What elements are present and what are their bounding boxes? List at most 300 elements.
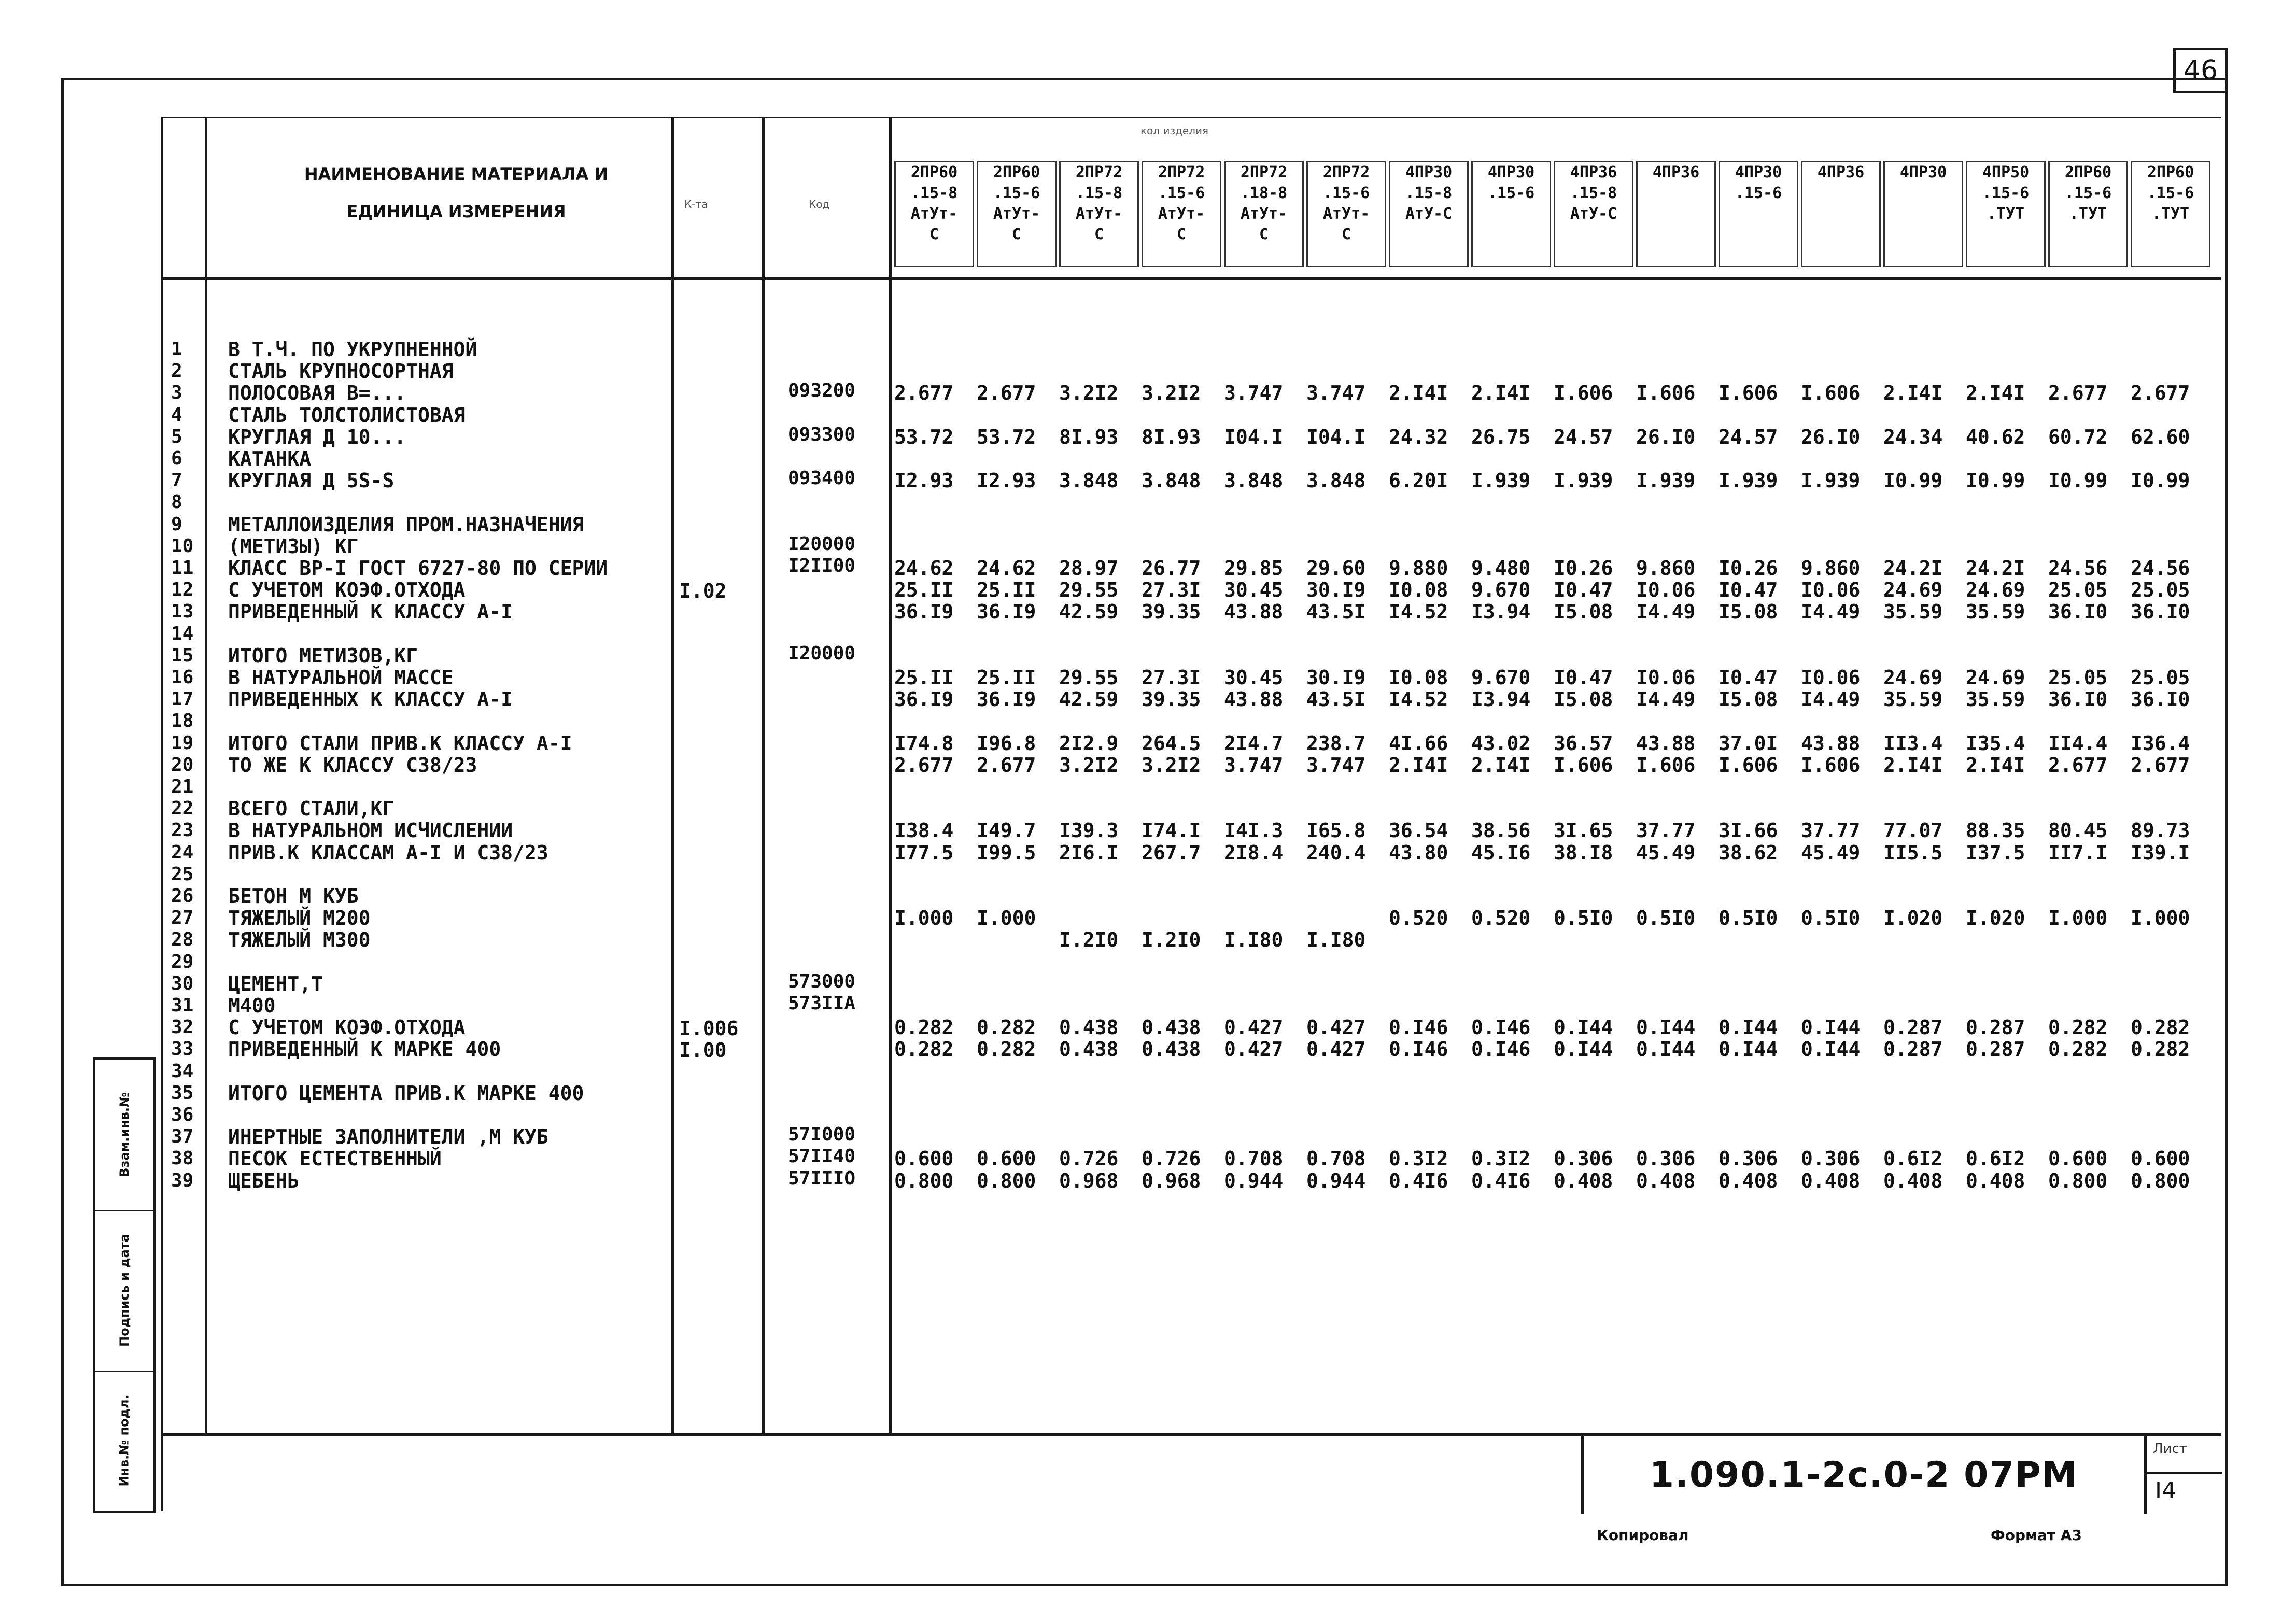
row-name: ЩЕБЕНЬ [228,1169,300,1192]
row-number: 16 [171,667,194,688]
value-cell: 36.I9 [894,600,954,624]
row-name: (МЕТИЗЫ) КГ [228,534,359,558]
row-number: 12 [171,579,194,601]
row-number: 38 [171,1148,194,1169]
value-cell: 77.07 [1883,819,1943,842]
col-divider-rownum [205,117,207,1436]
value-cell: 42.59 [1059,688,1119,711]
material-code: 573IIA [788,993,856,1014]
row-name: ИТОГО СТАЛИ ПРИВ.К КЛАССУ А-I [228,731,572,755]
value-cell: I04.I [1224,425,1284,448]
value-cell: 0.287 [1966,1016,2025,1039]
value-cell: 3.747 [1306,382,1366,405]
row-name: ТЯЖЕЛЫЙ М300 [228,928,371,952]
value-cell: I.939 [1554,469,1613,492]
header-top-rule [161,117,2221,118]
value-cell: I49.7 [977,819,1036,842]
value-cell: 3.848 [1306,469,1366,492]
sheet-label: Лист [2153,1441,2187,1457]
value-cell: I0.06 [1801,579,1861,602]
row-number: 2 [171,360,182,382]
value-cell: I.I80 [1224,928,1284,952]
value-cell: 6.20I [1389,469,1448,492]
value-cell: I.2I0 [1059,928,1119,952]
value-cell: 2.I4I [1389,382,1448,405]
row-name: В Т.Ч. ПО УКРУПНЕННОЙ [228,338,477,361]
column-header: 2ПР60 .15-6 .ТУТ [2048,161,2128,267]
row-name: ПЕСОК ЕСТЕСТВЕННЫЙ [228,1147,442,1170]
value-cell: I0.26 [1554,557,1613,580]
row-name: ВСЕГО СТАЛИ,КГ [228,797,395,821]
value-cell: 24.34 [1883,425,1943,448]
value-cell: 60.72 [2048,425,2108,448]
value-cell: I.939 [1719,469,1778,492]
value-cell: 29.85 [1224,557,1284,580]
value-cell: 2.I4I [1471,753,1531,777]
value-cell: 43.80 [1389,841,1448,864]
row-number: 4 [171,404,182,426]
value-cell: 8I.93 [1142,425,1201,448]
value-cell: 35.59 [1966,688,2025,711]
value-cell: 0.I46 [1471,1016,1531,1039]
row-name: СТАЛЬ КРУПНОСОРТНАЯ [228,360,454,383]
value-cell: I.2I0 [1142,928,1201,952]
row-number: 23 [171,820,194,841]
value-cell: 24.2I [1883,557,1943,580]
value-cell: 24.62 [977,557,1036,580]
value-cell: I.I80 [1306,928,1366,952]
row-number: 35 [171,1082,194,1104]
row-number: 7 [171,470,182,491]
value-cell: 3.2I2 [1059,382,1119,405]
value-cell: 62.60 [2131,425,2190,448]
row-name: КЛАСС ВР-I ГОСТ 6727-80 ПО СЕРИИ [228,557,608,580]
value-cell: 3.747 [1306,753,1366,777]
value-cell: 36.I9 [977,688,1036,711]
material-code: 093300 [788,424,856,445]
value-cell: 37.0I [1719,731,1778,755]
value-cell: II3.4 [1883,731,1943,755]
value-cell: 30.I9 [1306,579,1366,602]
value-cell: I.606 [1636,382,1696,405]
row-number: 19 [171,732,194,754]
value-cell: 43.88 [1224,688,1284,711]
row-name: ПРИВ.К КЛАССАМ А-I И С38/23 [228,841,548,864]
document-code: 1.090.1-2с.0-2 07РМ [1581,1436,2144,1514]
value-cell: 2I4.7 [1224,731,1284,755]
value-cell: I4.49 [1636,600,1696,624]
value-cell: 0.600 [2131,1147,2190,1170]
left-inner-rule [161,117,163,1511]
header-title-line1: НАИМЕНОВАНИЕ МАТЕРИАЛА И [304,164,609,184]
value-cell: 0.427 [1306,1038,1366,1061]
value-cell: II4.4 [2048,731,2108,755]
value-cell: 26.75 [1471,425,1531,448]
value-cell: I.939 [1471,469,1531,492]
value-cell: 26.I0 [1801,425,1861,448]
material-code: I20000 [788,533,856,555]
value-cell: I0.06 [1801,666,1861,689]
value-cell: I0.08 [1389,666,1448,689]
value-cell: 3.747 [1224,753,1284,777]
value-cell: I.606 [1554,382,1613,405]
value-cell: 3.2I2 [1142,382,1201,405]
value-cell: 0.708 [1306,1147,1366,1170]
value-cell: 9.670 [1471,579,1531,602]
row-number: 24 [171,841,194,863]
column-header: 4ПР30 .15-6 [1719,161,1798,267]
row-number: 25 [171,863,194,885]
value-cell: 36.I0 [2131,688,2190,711]
value-cell: I0.99 [1966,469,2025,492]
row-name: С УЧЕТОМ КОЭФ.ОТХОДА [228,1016,466,1039]
value-cell: 24.56 [2048,557,2108,580]
value-cell: 0.4I6 [1471,1169,1531,1192]
sheet-divider [2144,1472,2222,1474]
value-cell: 0.I44 [1554,1038,1613,1061]
value-cell: 0.I44 [1719,1038,1778,1061]
value-cell: I74.8 [894,731,954,755]
value-cell: I4.52 [1389,600,1448,624]
value-cell: 0.5I0 [1719,907,1778,930]
value-cell: 45.I6 [1471,841,1531,864]
value-cell: 53.72 [977,425,1036,448]
value-cell: 2.677 [894,753,954,777]
value-cell: 0.520 [1389,907,1448,930]
value-cell: 80.45 [2048,819,2108,842]
value-cell: 0.408 [1883,1169,1943,1192]
value-cell: I.606 [1719,753,1778,777]
value-cell: 24.69 [1966,666,2025,689]
row-name: КАТАНКА [228,447,312,470]
value-cell: 8I.93 [1059,425,1119,448]
value-cell: I0.47 [1719,666,1778,689]
value-cell: 0.3I2 [1389,1147,1448,1170]
value-cell: 0.438 [1142,1038,1201,1061]
value-cell: 3.747 [1224,382,1284,405]
value-cell: 43.5I [1306,688,1366,711]
value-cell: 0.427 [1224,1016,1284,1039]
sidebar-orig-inv: Инв.№ подл. [117,1394,132,1487]
value-cell: 2.677 [2048,382,2108,405]
koef-value: I.02 [679,580,727,603]
value-cell: 24.69 [1966,579,2025,602]
value-cell: 2.677 [2131,382,2190,405]
value-cell: 0.800 [977,1169,1036,1192]
row-name: М400 [228,994,276,1017]
row-name: ПОЛОСОВАЯ В=... [228,382,406,405]
value-cell: 2I2.9 [1059,731,1119,755]
value-cell: 264.5 [1142,731,1201,755]
value-cell: I77.5 [894,841,954,864]
value-cell: I.606 [1554,753,1613,777]
value-cell: 0.800 [2048,1169,2108,1192]
value-cell: I37.5 [1966,841,2025,864]
value-cell: 43.88 [1224,600,1284,624]
value-cell: 267.7 [1142,841,1201,864]
row-name: ИТОГО ЦЕМЕНТА ПРИВ.К МАРКЕ 400 [228,1081,584,1105]
row-number: 21 [171,776,194,797]
column-header: 4ПР36 [1801,161,1881,267]
value-cell: 24.69 [1883,579,1943,602]
header-title-line2: ЕДИНИЦА ИЗМЕРЕНИЯ [346,202,566,221]
value-cell: 2.I4I [1883,382,1943,405]
value-cell: I4.49 [1636,688,1696,711]
value-cell: I04.I [1306,425,1366,448]
value-cell: 39.35 [1142,688,1201,711]
value-cell: I2.93 [977,469,1036,492]
column-header: 4ПР36 [1636,161,1716,267]
material-code: 573000 [788,970,856,992]
column-header: 4ПР36 .15-8 АтУ-С [1554,161,1633,267]
value-cell: 0.800 [2131,1169,2190,1192]
value-cell: 28.97 [1059,557,1119,580]
value-cell: 0.4I6 [1389,1169,1448,1192]
value-cell: 0.I46 [1471,1038,1531,1061]
value-cell: II7.I [2048,841,2108,864]
value-cell: I38.4 [894,819,954,842]
row-name: ТЯЖЕЛЫЙ М200 [228,907,371,930]
value-cell: 0.520 [1471,907,1531,930]
column-header: 2ПР60 .15-8 АтУт- С [894,161,974,267]
value-cell: 3I.65 [1554,819,1613,842]
value-cell: 37.77 [1801,819,1861,842]
sidebar-replace-inv: Взам.инв.№ [95,1060,153,1211]
group-header: кол изделия [1140,124,1209,137]
value-cell: I39.I [2131,841,2190,864]
value-cell: 24.2I [1966,557,2025,580]
value-cell: 25.II [977,666,1036,689]
value-cell: I.000 [977,907,1036,930]
col-divider-name [671,117,674,1436]
material-code: I20000 [788,642,856,664]
value-cell: I.606 [1801,382,1861,405]
value-cell: 88.35 [1966,819,2025,842]
sheet-box [2144,1436,2224,1514]
row-number: 6 [171,448,182,469]
value-cell: 0.282 [894,1038,954,1061]
value-cell: 2.677 [977,753,1036,777]
sheet-number: I4 [2155,1477,2176,1504]
row-number: 20 [171,754,194,775]
koef-header: К-та [684,198,708,210]
row-name: ПРИВЕДЕННЫЙ К МАРКЕ 400 [228,1038,501,1061]
material-code: 093200 [788,380,856,402]
value-cell: 0.306 [1801,1147,1861,1170]
value-cell: 0.427 [1224,1038,1284,1061]
value-cell: 4I.66 [1389,731,1448,755]
row-name: ТО ЖЕ К КЛАССУ С38/23 [228,753,477,777]
value-cell: I96.8 [977,731,1036,755]
value-cell: 0.968 [1142,1169,1201,1192]
value-cell: 2.677 [977,382,1036,405]
code-header: Код [809,198,830,210]
value-cell: 0.287 [1883,1016,1943,1039]
value-cell: 9.880 [1389,557,1448,580]
approval-sidebar [93,1057,156,1513]
row-number: 37 [171,1126,194,1148]
value-cell: 0.I44 [1636,1016,1696,1039]
row-name: ИТОГО МЕТИЗОВ,КГ [228,644,418,667]
row-name: МЕТАЛЛОИЗДЕЛИЯ ПРОМ.НАЗНАЧЕНИЯ [228,513,584,536]
column-header: 2ПР60 .15-6 .ТУТ [2131,161,2210,267]
value-cell: I.000 [894,907,954,930]
value-cell: 3I.66 [1719,819,1778,842]
value-cell: 9.860 [1801,557,1861,580]
value-cell: 2.I4I [1389,753,1448,777]
value-cell: 9.670 [1471,666,1531,689]
value-cell: I.000 [2131,907,2190,930]
value-cell: 45.49 [1801,841,1861,864]
value-cell: 2.I4I [1966,382,2025,405]
value-cell: I39.3 [1059,819,1119,842]
value-cell: 29.55 [1059,666,1119,689]
value-cell: 3.2I2 [1059,753,1119,777]
value-cell: I0.47 [1554,666,1613,689]
value-cell: 37.77 [1636,819,1696,842]
row-number: 11 [171,557,194,579]
column-header: 2ПР72 .18-8 АтУт- С [1224,161,1304,267]
column-header: 2ПР60 .15-6 АтУт- С [977,161,1057,267]
value-cell: 2I6.I [1059,841,1119,864]
value-cell: 0.944 [1224,1169,1284,1192]
value-cell: 0.944 [1306,1169,1366,1192]
row-number: 13 [171,601,194,623]
value-cell: 53.72 [894,425,954,448]
row-number: 1 [171,338,182,360]
row-number: 27 [171,907,194,929]
column-header: 4ПР30 .15-6 [1471,161,1551,267]
row-number: 31 [171,995,194,1016]
value-cell: 29.55 [1059,579,1119,602]
value-cell: 26.77 [1142,557,1201,580]
value-cell: 35.59 [1883,600,1943,624]
value-cell: 0.282 [2048,1016,2108,1039]
value-cell: 36.I9 [894,688,954,711]
value-cell: I0.99 [2048,469,2108,492]
value-cell: I35.4 [1966,731,2025,755]
row-name: СТАЛЬ ТОЛСТОЛИСТОВАЯ [228,403,466,427]
row-number: 22 [171,798,194,820]
value-cell: 39.35 [1142,600,1201,624]
row-number: 15 [171,644,194,666]
value-cell: I5.08 [1719,688,1778,711]
value-cell: 0.306 [1719,1147,1778,1170]
value-cell: I3.94 [1471,600,1531,624]
footer-format: Формат А3 [1991,1527,2082,1544]
value-cell: 0.5I0 [1801,907,1861,930]
value-cell: I.000 [2048,907,2108,930]
value-cell: 25.II [894,666,954,689]
value-cell: 0.600 [894,1147,954,1170]
row-name: ПРИВЕДЕННЫЙ К КЛАССУ А-I [228,600,513,624]
value-cell: I0.47 [1554,579,1613,602]
value-cell: 2.I4I [1471,382,1531,405]
value-cell: 0.438 [1059,1016,1119,1039]
value-cell: 0.600 [2048,1147,2108,1170]
sidebar-signature-date: Подпись и дата [95,1210,153,1372]
value-cell: 36.57 [1554,731,1613,755]
value-cell: 0.408 [1554,1169,1613,1192]
column-header: 4ПР30 [1883,161,1963,267]
value-cell: 24.69 [1883,666,1943,689]
value-cell: 26.I0 [1636,425,1696,448]
value-cell: 25.05 [2048,666,2108,689]
value-cell: 30.I9 [1306,666,1366,689]
value-cell: 36.I9 [977,600,1036,624]
value-cell: I.606 [1636,753,1696,777]
col-divider-koef [762,117,765,1436]
value-cell: 24.57 [1554,425,1613,448]
value-cell: I3.94 [1471,688,1531,711]
value-cell: 43.88 [1801,731,1861,755]
value-cell: 9.480 [1471,557,1531,580]
row-number: 33 [171,1038,194,1060]
value-cell: 0.600 [977,1147,1036,1170]
row-number: 14 [171,623,194,644]
value-cell: I0.99 [1883,469,1943,492]
value-cell: 0.I44 [1554,1016,1613,1039]
value-cell: 36.I0 [2048,600,2108,624]
row-name: ЦЕМЕНТ,Т [228,972,323,995]
value-cell: I0.99 [2131,469,2190,492]
value-cell: 35.59 [1883,688,1943,711]
row-name: С УЧЕТОМ КОЭФ.ОТХОДА [228,579,466,602]
material-code: I2II00 [788,555,856,576]
value-cell: 30.45 [1224,666,1284,689]
row-number: 18 [171,710,194,732]
value-cell: 0.800 [894,1169,954,1192]
value-cell: 38.I8 [1554,841,1613,864]
value-cell: 30.45 [1224,579,1284,602]
value-cell: 0.968 [1059,1169,1119,1192]
column-header: 4ПР30 .15-8 АтУ-С [1389,161,1469,267]
value-cell: 0.282 [2131,1038,2190,1061]
row-number: 32 [171,1017,194,1038]
value-cell: I4.52 [1389,688,1448,711]
value-cell: 9.860 [1636,557,1696,580]
value-cell: 3.848 [1224,469,1284,492]
value-cell: 2I8.4 [1224,841,1284,864]
row-number: 39 [171,1169,194,1191]
value-cell: 0.438 [1142,1016,1201,1039]
row-number: 26 [171,885,194,907]
material-code: 57IIIO [788,1167,856,1189]
value-cell: 35.59 [1966,600,2025,624]
row-name: КРУГЛАЯ Д 10... [228,425,406,448]
value-cell: I5.08 [1554,688,1613,711]
value-cell: 36.54 [1389,819,1448,842]
footer-copied: Копировал [1597,1527,1689,1544]
value-cell: I5.08 [1554,600,1613,624]
value-cell: I0.06 [1636,666,1696,689]
value-cell: 36.I0 [2131,600,2190,624]
value-cell: 0.408 [1966,1169,2025,1192]
value-cell: 24.56 [2131,557,2190,580]
row-number: 17 [171,688,194,710]
value-cell: I.939 [1801,469,1861,492]
material-code: 57I000 [788,1124,856,1146]
column-header: 2ПР72 .15-6 АтУт- С [1142,161,1221,267]
row-name: БЕТОН М КУБ [228,885,359,908]
value-cell: 0.282 [977,1038,1036,1061]
value-cell: I.020 [1883,907,1943,930]
value-cell: 0.408 [1636,1169,1696,1192]
row-number: 8 [171,491,182,513]
page-number: 46 [2173,48,2228,93]
row-number: 9 [171,513,182,535]
value-cell: 38.56 [1471,819,1531,842]
